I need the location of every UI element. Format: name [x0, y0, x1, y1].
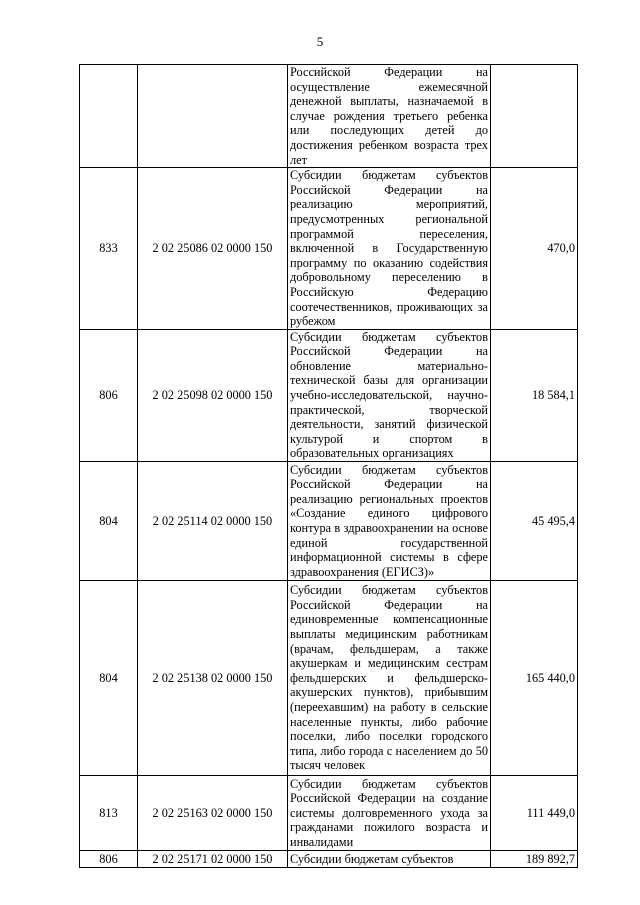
table-row: [80, 65, 578, 168]
admin-code-cell: 806: [80, 329, 138, 461]
description-cell: Субсидии бюджетам субъектов Российской Федерации на обновление материально-технической базы для организации учебно-исследовательской, научно-практической, творческой деятельности, занятий физической культурой и спортом в образовательных организациях: [288, 329, 491, 461]
table-row: [80, 851, 578, 868]
description-cell: Субсидии бюджетам субъектов Российской Федерации на единовременные компенсационные выплаты медицинским работникам (врачам, фельдшерам, а также акушеркам и медицинским сестрам фельдшерских и фельдшерско-акушерских пунктов), прибывшим (переехавшим) на работу в сельские населенные пункты, либо рабочие поселки, либо поселки городского типа, либо города с населением до 50 тысяч человек: [288, 581, 491, 776]
description-cell: Субсидии бюджетам субъектов Российской Федерации на создание системы долговременного ухода за гражданами пожилого возраста и инвалидами: [288, 776, 491, 851]
description-cell: Субсидии бюджетам субъектов Российской Федерации на реализацию мероприятий, предусмотренных региональной программой переселения, включенной в Государственную программу по оказанию содействия добровольному переселению в Российскую Федерацию соотечественников, проживающих за рубежом: [288, 168, 491, 330]
kbk-code-cell: [138, 65, 288, 168]
amount-cell: 470,0: [491, 168, 578, 330]
amount-cell: 189 892,7: [491, 851, 578, 868]
admin-code-cell: 804: [80, 462, 138, 581]
admin-code-cell: 833: [80, 168, 138, 330]
kbk-code-cell: 2 02 25098 02 0000 150: [138, 329, 288, 461]
page-number: 5: [316, 34, 324, 49]
kbk-code-cell: 2 02 25086 02 0000 150: [138, 168, 288, 330]
table-row: [80, 581, 578, 776]
admin-code-cell: 806: [80, 851, 138, 868]
budget-revenue-table: [79, 64, 578, 868]
amount-cell: 18 584,1: [491, 329, 578, 461]
admin-code-cell: 813: [80, 776, 138, 851]
amount-cell: [491, 65, 578, 168]
table-row: [80, 462, 578, 581]
admin-code-cell: [80, 65, 138, 168]
description-cell: Субсидии бюджетам субъектов: [288, 851, 491, 868]
kbk-code-cell: 2 02 25138 02 0000 150: [138, 581, 288, 776]
kbk-code-cell: 2 02 25171 02 0000 150: [138, 851, 288, 868]
amount-cell: 111 449,0: [491, 776, 578, 851]
description-cell: Российской Федерации на осуществление ежемесячной денежной выплаты, назначаемой в случае рождения третьего ребенка или последующих детей до достижения ребенком возраста трех лет: [288, 65, 491, 168]
table-row: [80, 776, 578, 851]
kbk-code-cell: 2 02 25114 02 0000 150: [138, 462, 288, 581]
kbk-code-cell: 2 02 25163 02 0000 150: [138, 776, 288, 851]
table-row: [80, 168, 578, 330]
table-row: [80, 329, 578, 461]
description-cell: Субсидии бюджетам субъектов Российской Федерации на реализацию региональных проектов «Создание единого цифрового контура в здравоохранении на основе единой государственной информационной системы в сфере здравоохранения (ЕГИСЗ)»: [288, 462, 491, 581]
amount-cell: 165 440,0: [491, 581, 578, 776]
admin-code-cell: 804: [80, 581, 138, 776]
amount-cell: 45 495,4: [491, 462, 578, 581]
